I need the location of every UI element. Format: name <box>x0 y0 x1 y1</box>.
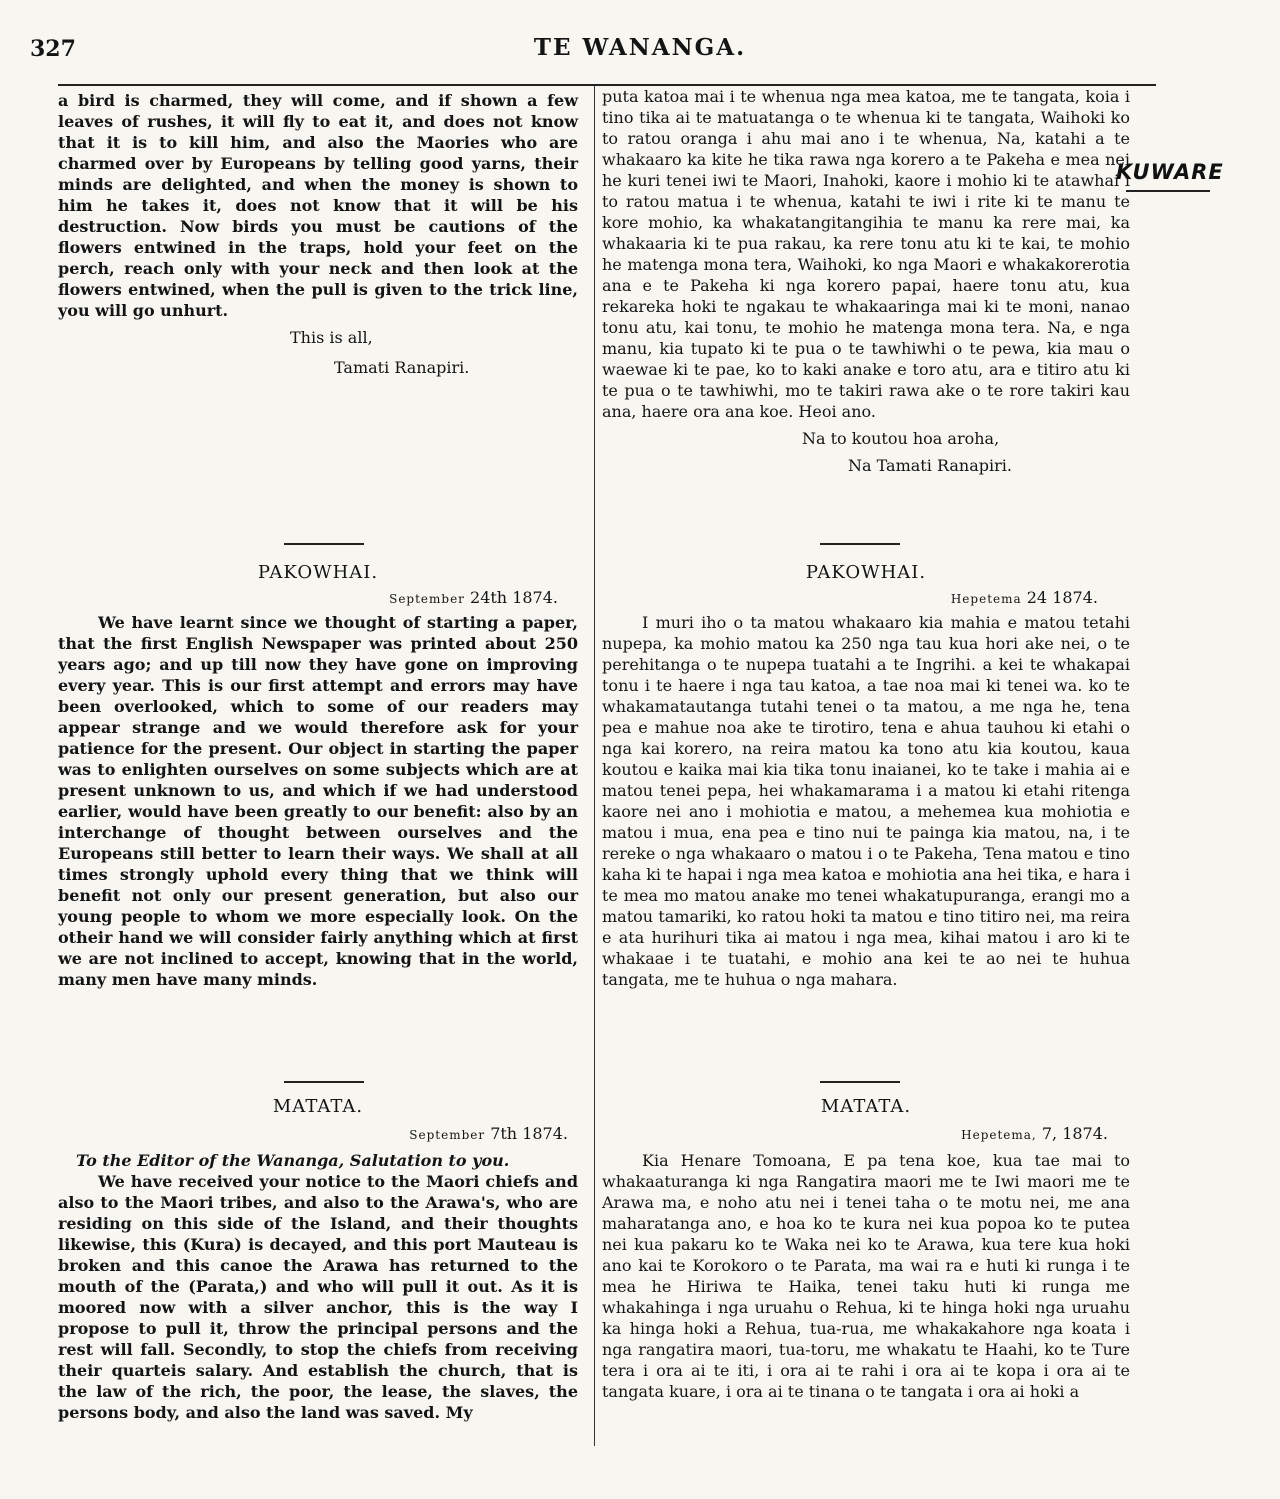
section2-right-rule <box>820 543 900 545</box>
section1-right-sign1: Na to koutou hoa aroha, <box>802 429 1000 448</box>
section2-right-paragraph: I muri iho o ta matou whakaaro kia mahia e matou tetahi nupepa, ka mohio matou ka 250 nga tau kua hori ake nei, o te perehitanga o te nupepa tuatahi a te Ingrihi. a kei te whakapai tonu i te haere i nga tau katoa, a tae noa mai ki tenei wa. ko te whakamatautanga tutahi tenei o ta matou, a me nga he, tena pea e mahue noa ake te tirotiro, tena e ahua tauhou ki etahi o nga kai korero, na reira matou ka tono atu kia koutou, kaua koutou e kaika mai kia tika tonu inaianei, ko te take i mahia ai e matou tenei pepa, hei whakamarama i a matou ki etahi ritenga kaore nei ano i mohiotia e matou, a mehemea kua mohiotia e matou i mua, ena pea e tino nui te painga kia matou, na, i te rereke o nga whakaaro o matou i o te Pakeha, Tena matou e tino kaha ki te hapai i nga mea katoa e mohiotia ana hei tika, e hara i te mea mo matou anake mo tenei whakatupuranga, erangi mo a matou tamariki, ko ratou hoki ta matou e tino titiro nei, ma reira e ata hurihuri tika ai matou i nga mea, kihai matou i aro ki te whakaae i te tuatahi, e mohio ana kei te ao nei te huhua tangata, me te huhua o nga mahara. <box>602 613 1130 989</box>
masthead-title: TE WANANGA. <box>533 34 747 61</box>
section1-right <box>602 86 1130 476</box>
section3-left-rule <box>284 1081 364 1083</box>
section3-left-dateline <box>58 1124 568 1143</box>
section2-right-dateline <box>602 588 1098 607</box>
section1-left-paragraph: a bird is charmed, they will come, and if shown a few leaves of rushes, it will fly to eat it, and does not know that it is to kill him, and also the Maories who are charmed over by Europeans by telling good yarns, their minds are delighted, and when the money is shown to him he takes it, does not know that it will be his destruction. Now birds you must be cautions of the flowers entwined in the traps, hold your feet on the perch, reach only with your neck and then look at the flowers entwined, when the pull is given to the trick line, you will go unhurt. <box>58 91 578 320</box>
section1-right-paragraph: puta katoa mai i te whenua nga mea katoa, me te tangata, koia i tino tika ai te matuatanga o te whenua ki te tangata, Waihoki ko to ratou oranga i ahu mai ano i te whenua, Na, katahi a te whakaaro ka kite he tika rawa nga korero a te Pakeha e mea nei he kuri tenei iwi te Maori, Inahoki, kaore i mohio ki te atawhai i to ratou matua i te whenua, katahi te iwi i rite ki te manu te kore mohio, ka whakatangitangihia te manu ka rere mai, ka whakaaria ki te pua rakau, ka rere tonu atu ki te kai, te mohio he matenga mona tera, Waihoki, ko nga Maori e whakakorerotia ana e te Pakeha ki nga korero papai, haere tonu atu, kua rekareka hoki te ngakau te whakaaringa mai ki te moni, nanao tonu atu, kai tonu, te mohio he matenga mona tera. Na, e nga manu, kia tupato ki te pua o te tawhiwhi o te pewa, kia mau o waewae ki te pae, ko to kaki anake e toro atu, ara e titiro atu ki te pua o te tawhiwhi, mo te takiri rawa ake o te rore takiri kau ana, haere ora ana koe. Heoi ano. <box>602 87 1130 421</box>
section2-left-dateline <box>58 588 558 607</box>
section3-left-heading: MATATA. <box>272 1096 364 1117</box>
section2-left-date-month: September <box>389 592 465 606</box>
section3-right-dateline <box>602 1124 1108 1143</box>
section3-left <box>58 1150 578 1423</box>
section3-left-salutation: To the Editor of the Wananga, Salutation to you. <box>76 1151 510 1170</box>
column-divider <box>594 86 595 1446</box>
section2-right-heading: PAKOWHAI. <box>805 562 927 583</box>
section1-left-sign2: Tamati Ranapiri. <box>334 358 470 377</box>
section3-left-date-rest: 7th 1874. <box>490 1124 568 1143</box>
section2-left-paragraph: We have learnt since we thought of starting a paper, that the first English Newspaper was printed about 250 years ago; and up till now they have gone on improving every year. This is our first attempt and errors may have been overlooked, which to some of our readers may appear strange and we would therefore ask for your patience for the present. Our object in starting the paper was to enlighten ourselves on some subjects which are at present unknown to us, and which if we had understood earlier, would have been greatly to our benefit: also by an interchange of thought between ourselves and the Europeans still better to learn their ways. We shall at all times strongly uphold every thing that we think will benefit not only our present generation, but also our young people to whom we more especially look. On the otheir hand we will consider fairly anything which at first we are not inclined to accept, knowing that in the world, many men have many minds. <box>58 613 578 989</box>
section3-right-rule <box>820 1081 900 1083</box>
section1-left-sign1: This is all, <box>290 328 373 347</box>
section2-right <box>602 612 1130 990</box>
section1-left <box>58 90 578 378</box>
handwritten-annotation: KUWARE <box>1116 160 1224 184</box>
section2-left-rule <box>284 543 364 545</box>
section2-left-heading: PAKOWHAI. <box>257 562 379 583</box>
section3-left-paragraph: We have received your notice to the Maori chiefs and also to the Maori tribes, and also to the Arawa's, who are residing on this side of the Island, and their thoughts likewise, this (Kura) is decayed, and this port Mauteau is broken and this canoe the Arawa has returned to the mouth of the (Parata,) and who will pull it out. As it is moored now with a silver anchor, this is the way I propose to pull it, throw the principal persons and the rest will fall. Secondly, to stop the chiefs from receiving their quarteis salary. And establish the church, that is the law of the rich, the poor, the lease, the slaves, the persons body, and also the land was saved. My <box>58 1172 578 1422</box>
section2-left-date-rest: 24th 1874. <box>470 588 558 607</box>
section2-right-date-rest: 24 1874. <box>1026 588 1098 607</box>
annotation-underline <box>1126 190 1210 192</box>
page-number: 327 <box>30 36 76 62</box>
section1-right-sign2: Na Tamati Ranapiri. <box>848 456 1012 475</box>
section2-left <box>58 612 578 990</box>
section3-right-date-month: Hepetema, <box>961 1128 1037 1142</box>
section3-right-heading: MATATA. <box>820 1096 912 1117</box>
section3-right-paragraph: Kia Henare Tomoana, E pa tena koe, kua tae mai to whakaaturanga ki nga Rangatira maori me te Iwi maori me te Arawa ma, e noho atu nei i tenei taha o te motu nei, me ana maharatanga ano, e hoa ko te kura nei kua popoa ko te putea nei kua pakaru ko te Waka nei ko te Arawa, kua tere kua hoki ano kai te Korokoro o te Parata, ma wai ra e huti ki runga i te mea he Hiriwa te Haika, tenei taku huti ki runga me whakahinga i nga uruahu o Rehua, ki te hinga hoki nga uruahu ka hinga hoki a Rehua, tua-rua, me whakakahore nga koata i nga rangatira maori, tua-toru, me whakatu te Haahi, ko te Ture tera i ora ai te iti, i ora ai te rahi i ora ai te kopa i ora ai te tangata kuare, i ora ai te tinana o te tangata i ora ai hoki a <box>602 1151 1130 1401</box>
section3-left-date-month: September <box>409 1128 486 1142</box>
section3-right-date-rest: 7, 1874. <box>1041 1124 1108 1143</box>
section3-right <box>602 1150 1130 1402</box>
section2-right-date-month: Hepetema <box>950 592 1022 606</box>
